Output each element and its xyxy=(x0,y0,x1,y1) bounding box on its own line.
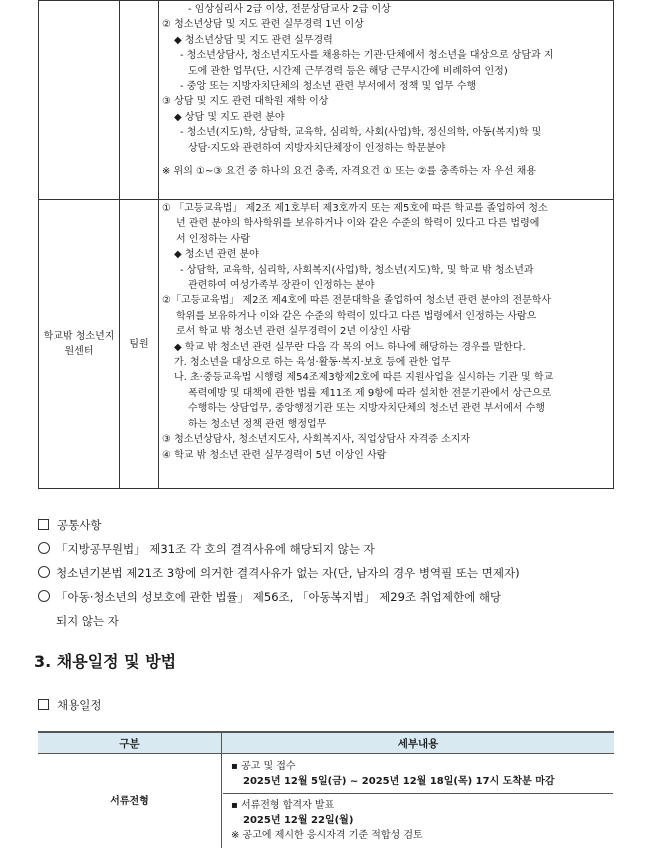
req-line: 가. 청소년을 대상으로 하는 육성·활동·복지·보호 등에 관한 업무 xyxy=(174,357,451,369)
req-line: ④ 학교 밖 청소년 관련 실무경력이 5년 이상인 사람 xyxy=(162,449,387,461)
common-heading xyxy=(38,513,618,537)
common-item xyxy=(38,585,618,609)
common-requirements xyxy=(38,513,618,633)
req-line: 하는 청소년 정책 관련 행정업무 xyxy=(188,418,327,430)
req-line: - 상담학, 교육학, 심리학, 사회복지(사업)학, 청소년(지도)학, 및 학교 밖 청소년과 xyxy=(180,264,534,276)
req-line: 도에 관한 업무(단, 시간제 근무경력 등은 해당 근무시간에 비례하여 인정) xyxy=(188,65,508,77)
org-cell xyxy=(39,200,120,489)
detail-item: ▪ 공고 및 접수 xyxy=(231,761,296,772)
detail-note: ※ 공고에 제시한 응시자격 기준 적합성 검토 xyxy=(231,830,423,841)
req-line: ◆ 학교 밖 청소년 관련 실무란 다음 각 목의 어느 하나에 해당하는 경우를 말한다. xyxy=(174,341,526,353)
schedule-table xyxy=(38,731,614,848)
req-line: ②「고등교육법」 제2조 제4호에 따른 전문대학을 졸업하여 청소년 관련 분야의 전문학사 xyxy=(162,295,552,307)
req-line: ◆ 상담 및 지도 관련 분야 xyxy=(174,111,285,123)
circle-bullet-icon xyxy=(38,566,50,578)
schedule-row xyxy=(38,754,614,849)
req-line: - 임상심리사 2급 이상, 전문상담교사 2급 이상 xyxy=(188,4,391,15)
checkbox-square-icon xyxy=(38,699,49,710)
schedule-label-text: 채용일정 xyxy=(57,698,102,712)
req-line: ② 청소년상담 및 지도 관련 실무경력 1년 이상 xyxy=(162,19,364,31)
common-item-text: 「지방공무원법」 제31조 각 호의 결격사유에 해당되지 않는 자 xyxy=(56,542,375,556)
detail-date: 2025년 12월 5일(금) ~ 2025년 12월 18일(목) 17시 도착분 마감 xyxy=(243,776,555,787)
requirements-cell xyxy=(159,1,614,200)
requirements-cell xyxy=(159,200,614,489)
schedule-label xyxy=(38,697,101,713)
req-line: 관련하여 여성가족부 장관이 인정하는 분야 xyxy=(188,280,375,292)
schedule-header-row xyxy=(38,732,614,754)
schedule-detail xyxy=(223,794,613,847)
req-line: 폭력예방 및 대책에 관한 법률 제11조 제 9항에 따라 설치한 전문기관에서 상근으로 xyxy=(188,387,552,399)
org-name: 학교밖 청소년지원센터 xyxy=(43,331,115,357)
req-note: ※ 위의 ①~③ 요건 중 하나의 요건 충족, 자격요건 ① 또는 ②를 충족하는 자 우선 채용 xyxy=(162,166,536,178)
req-line: 학위를 보유하거나 이와 같은 수준의 학력이 있다고 다른 법령에서 인정하는 사람으 xyxy=(176,310,537,322)
common-item-continuation: 되지 않는 자 xyxy=(56,614,119,628)
req-line: 수행하는 상담업무, 중앙행정기관 또는 지방자치단체의 청소년 관련 부서에서 수행 xyxy=(188,403,546,415)
position-cell-empty xyxy=(120,1,159,200)
req-line: ◆ 청소년 관련 분야 xyxy=(174,249,259,261)
req-line: 서 인정하는 사람 xyxy=(176,233,250,245)
common-item xyxy=(38,561,618,585)
common-item-text: 「아동·청소년의 성보호에 관한 법률」 제56조, 「아동복지법」 제29조 취업제한에 해당 xyxy=(56,590,502,604)
req-line: - 중앙 또는 지방자치단체의 청소년 관련 부서에서 정책 및 업무 수행 xyxy=(180,81,477,93)
req-line: - 청소년상담사, 청소년지도사를 채용하는 기관·단체에서 청소년을 대상으로 상담과 지 xyxy=(180,50,554,62)
section-title: 3. 채용일정 및 방법 xyxy=(34,652,177,671)
common-item xyxy=(38,537,618,561)
req-line: 나. 초·중등교육법 시행령 제54조제3항제2호에 따른 지원사업을 실시하는 기관 및 학교 xyxy=(174,372,554,384)
circle-bullet-icon xyxy=(38,590,50,602)
requirements-table xyxy=(38,0,614,489)
req-line: - 청소년(지도)학, 상담학, 교육학, 심리학, 사회(사업)학, 정신의학, 아동(복지)학 및 xyxy=(180,127,542,139)
common-heading-text: 공통사항 xyxy=(57,518,102,532)
req-line: ③ 상담 및 지도 관련 대학원 재학 이상 xyxy=(162,96,329,108)
req-line: 년 관련 분야의 학사학위를 보유하거나 이와 같은 수준의 학력이 있다고 다른 법령에 xyxy=(176,218,540,230)
requirements-row-continued xyxy=(39,1,614,200)
req-line: ③ 청소년상담사, 청소년지도사, 사회복지사, 직업상담사 자격증 소지자 xyxy=(162,434,471,446)
req-line: 로서 학교 밖 청소년 관련 실무경력이 2년 이상인 사람 xyxy=(176,326,411,338)
schedule-header: 세부내용 xyxy=(222,732,615,754)
req-line: ① 「고등교육법」 제2조 제1호부터 제3호까지 또는 제5호에 따른 학교를 졸업하여 청소 xyxy=(162,203,548,214)
detail-date: 2025년 12월 22일(월) xyxy=(243,815,354,826)
checkbox-square-icon xyxy=(38,519,49,530)
org-cell-empty xyxy=(39,1,120,200)
schedule-details xyxy=(222,754,615,849)
circle-bullet-icon xyxy=(38,542,50,554)
schedule-header: 구분 xyxy=(38,732,222,754)
schedule-detail xyxy=(223,755,613,794)
common-item-text: 청소년기본법 제21조 3항에 의거한 결격사유가 없는 자(단, 남자의 경우 병역필 또는 면제자) xyxy=(56,566,520,580)
requirements-row-team-member xyxy=(39,200,614,489)
position-cell: 팀원 xyxy=(120,200,159,489)
detail-item: ▪ 서류전형 합격자 발표 xyxy=(231,800,335,811)
schedule-stage: 서류전형 xyxy=(38,754,222,849)
req-line: ◆ 청소년상담 및 지도 관련 실무경력 xyxy=(174,34,333,46)
req-line: 상담·지도와 관련하여 지방자치단체장이 인정하는 학문분야 xyxy=(188,142,446,154)
